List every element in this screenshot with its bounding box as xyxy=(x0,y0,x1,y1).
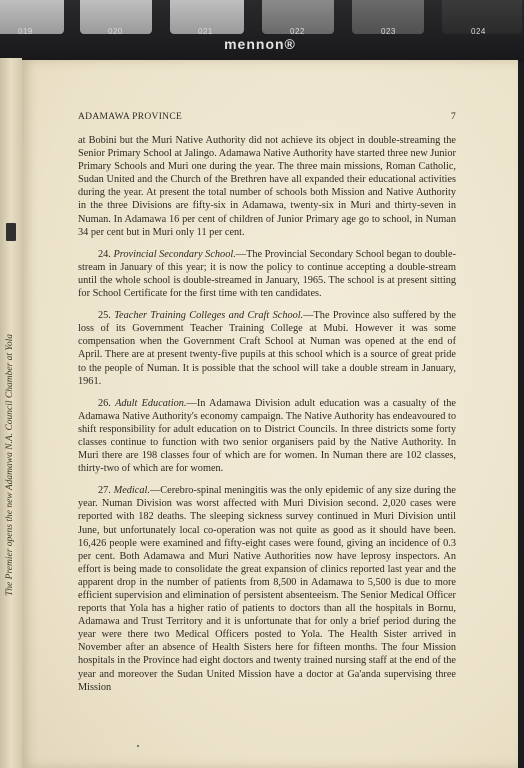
paragraph xyxy=(78,134,456,239)
running-head: ADAMAWA PROVINCE xyxy=(78,112,183,122)
paragraph-text: at Bobini but the Muri Native Authority did not achieve its object in double-streaming the Senior Primary School at Jalingo. Adamawa Native Authority have started three new Junior Primary Schools and Muri one during the year. The three main missions, Roman Catholic, Sudan United and the Church of the Brethren have all expanded their educational activities during the year. At present the total number of schools both Mission and Native Authority in the three Divisions are fifty-six in Adamawa, twenty-six in Muri and thirty-seven in Numan. In Adamawa 16 per cent of children of Junior Primary age go to school, in Numan 34 per cent but in Muri only 11 per cent. xyxy=(78,135,456,238)
paragraph-text: —The Provincial Secondary School began to double-stream in January of this year; it is now the policy to continue accepting a double-stream until the whole school is double-streamed in January, 1965. The school is at present sitting for School Certificate for the first time with ten candidates. xyxy=(78,248,457,300)
paragraph-heading: Adult Education. xyxy=(115,397,187,409)
paragraph-number: 27. xyxy=(98,485,111,497)
paragraph xyxy=(78,309,456,388)
paragraph-number: 25. xyxy=(98,310,111,322)
paragraph-heading: Medical. xyxy=(113,485,150,497)
document-page xyxy=(22,60,518,768)
tab-number: 020 xyxy=(108,27,123,36)
tab-number: 022 xyxy=(290,27,305,36)
tab-number: 023 xyxy=(381,27,396,36)
paragraph-text: —Cerebro-spinal meningitis was the only epidemic of any size during the year. Numan Division was worst affected with Muri Division second. 2,020 cases were reported with 182 deaths. The sleeping sickness survey continued in Muri Division until June, but unfortunately local co-operation was not quite as good as it should have been. 16,426 people were examined and fifty-eight cases were found, giving an incidence of 0.3 per cent. Both Adamawa and Muri Native Authorities now have leprosy inspectors. An effort is being made to consolidate the great expansion of clinics reported last year and the apparent drop in the number of patients from 8,500 in Adamawa to 5,500 is due to more efficient supervision and elimination of persistent absenteeism. The Senior Medical Officer reports that Yola has a higher ratio of patients to doctors than all the hospitals in Bornu, Adamawa and Trust Territory and it is unfortunate that for only a brief period during the year were there two Medical Officers posted to Yola. The Health Sister arrived in November after an absence of Health Sisters here for fifteen months. The four Mission hospitals in the Province had eight doctors and twenty trained nursing staff at the end of the year and moreover the Sudan United Mission have a doctor at Ga'anda supervising three Mission xyxy=(78,485,456,693)
spine-caption: The Premier opens the new Adamawa N.A. Council Chamber at Yola xyxy=(5,334,15,596)
scanner-strip xyxy=(0,0,524,62)
tab-number: 019 xyxy=(18,27,33,36)
paragraph xyxy=(78,397,456,476)
tab-number: 021 xyxy=(198,27,213,36)
body-text xyxy=(78,134,456,703)
tab-number: 024 xyxy=(471,27,486,36)
page-number: 7 xyxy=(450,112,456,122)
previous-page-spine xyxy=(0,58,22,768)
paragraph-heading: Teacher Training Colleges and Craft School. xyxy=(114,310,304,322)
page-header xyxy=(78,112,456,126)
paragraph-number: 24. xyxy=(98,248,111,260)
paragraph-number: 26. xyxy=(98,397,111,409)
scanner-brand-logo: mennon® xyxy=(224,36,296,52)
paragraph xyxy=(78,484,456,694)
paragraph-text: —The Province also suffered by the loss of its Government Teacher Training College at Mubi. However it was some compensation when the Government Craft School at Numan was opened at the end of April. There are at present twenty-five pupils at this school which is a source of great pride to the people of Numan. It is possible that the school will take a double stream in January, 1961. xyxy=(78,310,456,387)
ink-speck xyxy=(137,745,139,747)
paragraph-text: —In Adamawa Division adult education was a casualty of the Adamawa Native Authority's economy campaign. The Native Authority has endeavoured to shift responsibility for adult education on to District Councils. In three districts some forty classes continue to function with two senior organisers paid by the Native Authority. In Muri there are 198 classes four of which are for women. In Numan there are 102 classes, thirty-two of which are for women. xyxy=(78,397,457,475)
paragraph-heading: Provincial Secondary School. xyxy=(113,248,236,260)
paragraph xyxy=(78,248,456,300)
